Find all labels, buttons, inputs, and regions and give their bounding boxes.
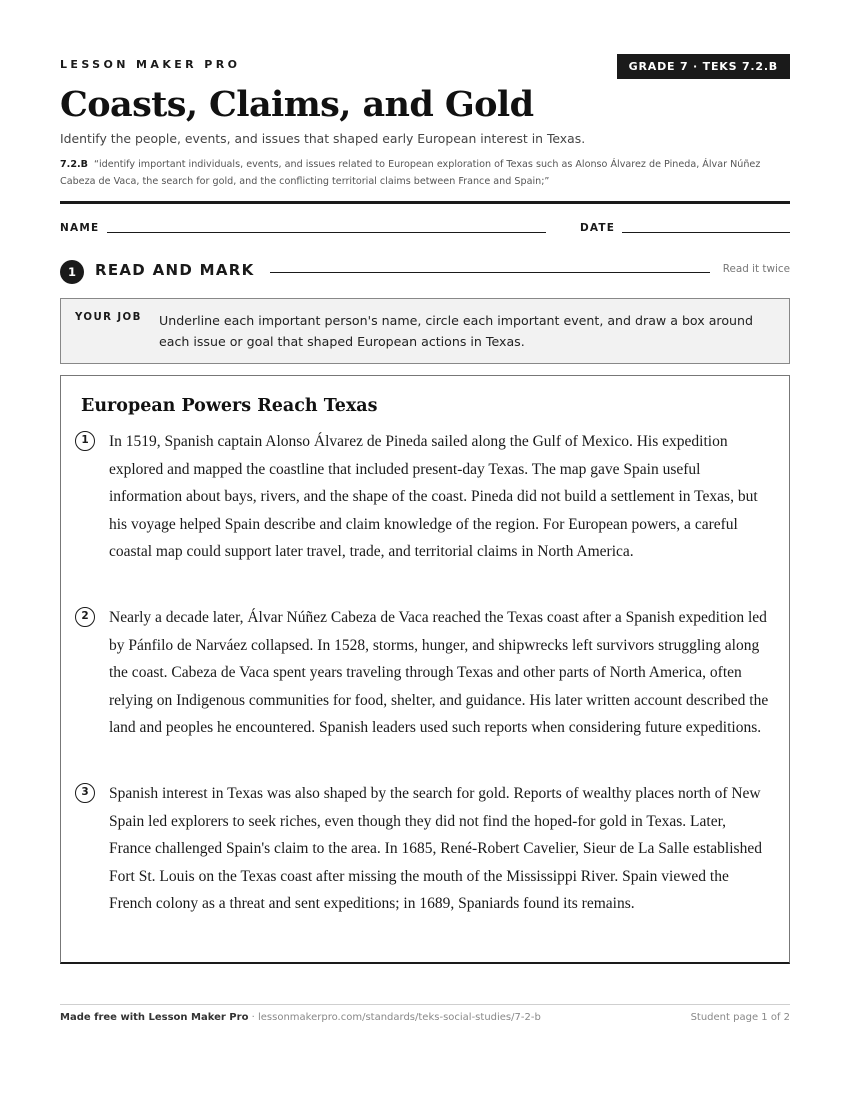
footer-divider	[60, 1004, 790, 1005]
section-title: READ AND MARK	[95, 261, 255, 279]
paragraph-number: 3	[75, 783, 95, 803]
footer-page-number: Student page 1 of 2	[690, 1012, 790, 1023]
page-title: Coasts, Claims, and Gold	[60, 84, 534, 125]
footer-separator: ·	[248, 1012, 258, 1023]
section-divider	[270, 272, 710, 273]
brand-name: LESSON MAKER PRO	[60, 58, 241, 71]
name-field[interactable]	[107, 232, 546, 233]
reading-title: European Powers Reach Texas	[81, 396, 378, 416]
name-label: NAME	[60, 222, 100, 234]
grade-badge: GRADE 7 · TEKS 7.2.B	[617, 54, 790, 79]
date-field[interactable]	[622, 232, 790, 233]
reading-passage	[60, 375, 790, 964]
standard-code: 7.2.B	[60, 159, 88, 170]
paragraph-text: Spanish interest in Texas was also shaped by the search for gold. Reports of wealthy places north of New Spain led explorers to seek riches, even though they did not find the hoped-for gold in Texas. Later, France challenged Spain's claim to the area. In 1685, René-Robert Cavelier, Sieur de La Salle established Fort St. Louis on the Texas coast after missing the mouth of the Mississippi River. Spain viewed the French colony as a threat and sent expeditions; in 1689, Spaniards found its remains.	[109, 785, 762, 913]
instructions-label: YOUR JOB	[75, 312, 142, 323]
instructions-box	[60, 298, 790, 364]
worksheet-page	[60, 0, 790, 1100]
standard-text: “identify important individuals, events, and issues related to European exploration of Texas such as Alonso Álvarez de Pineda, Álvar Núñez Cabeza de Vaca, the search for gold, and the conflicting territorial claims between France and Spain;”	[60, 159, 761, 187]
header-divider	[60, 201, 790, 204]
paragraph-number: 1	[75, 431, 95, 451]
footer-url[interactable]: lessonmakerpro.com/standards/teks-social-studies/7-2-b	[257, 1012, 541, 1023]
paragraph-text: Nearly a decade later, Álvar Núñez Cabeza de Vaca reached the Texas coast after a Spanish expedition led by Pánfilo de Narváez collapsed. In 1528, storms, hunger, and shipwrecks left survivors struggling along the coast. Cabeza de Vaca spent years traveling through Texas and other parts of North America, often relying on Indigenous communities for food, shelter, and guidance. His later written account described the land and peoples he encountered. Spanish leaders used such reports when considering future expeditions.	[109, 609, 769, 737]
standard-statement	[60, 156, 790, 190]
footer-credit	[60, 1012, 541, 1023]
page-subtitle: Identify the people, events, and issues that shaped early European interest in Texas.	[60, 131, 586, 146]
footer-made-with: Made free with Lesson Maker Pro	[60, 1012, 249, 1023]
paragraph-text: In 1519, Spanish captain Alonso Álvarez de Pineda sailed along the Gulf of Mexico. His expedition explored and mapped the coastline that included present-day Texas. The map gave Spain useful information about bays, rivers, and the shape of the coast. Pineda did not build a settlement in Texas, but his voyage helped Spain describe and claim knowledge of the region. For European powers, a careful coastal map could support later travel, trade, and territorial claims in North America.	[109, 433, 758, 561]
date-label: DATE	[580, 222, 616, 234]
section-number-badge: 1	[60, 260, 84, 284]
section-note: Read it twice	[722, 263, 790, 275]
instructions-text: Underline each important person's name, circle each important event, and draw a box around each issue or goal that shaped European actions in Texas.	[159, 313, 753, 349]
paragraph-number: 2	[75, 607, 95, 627]
